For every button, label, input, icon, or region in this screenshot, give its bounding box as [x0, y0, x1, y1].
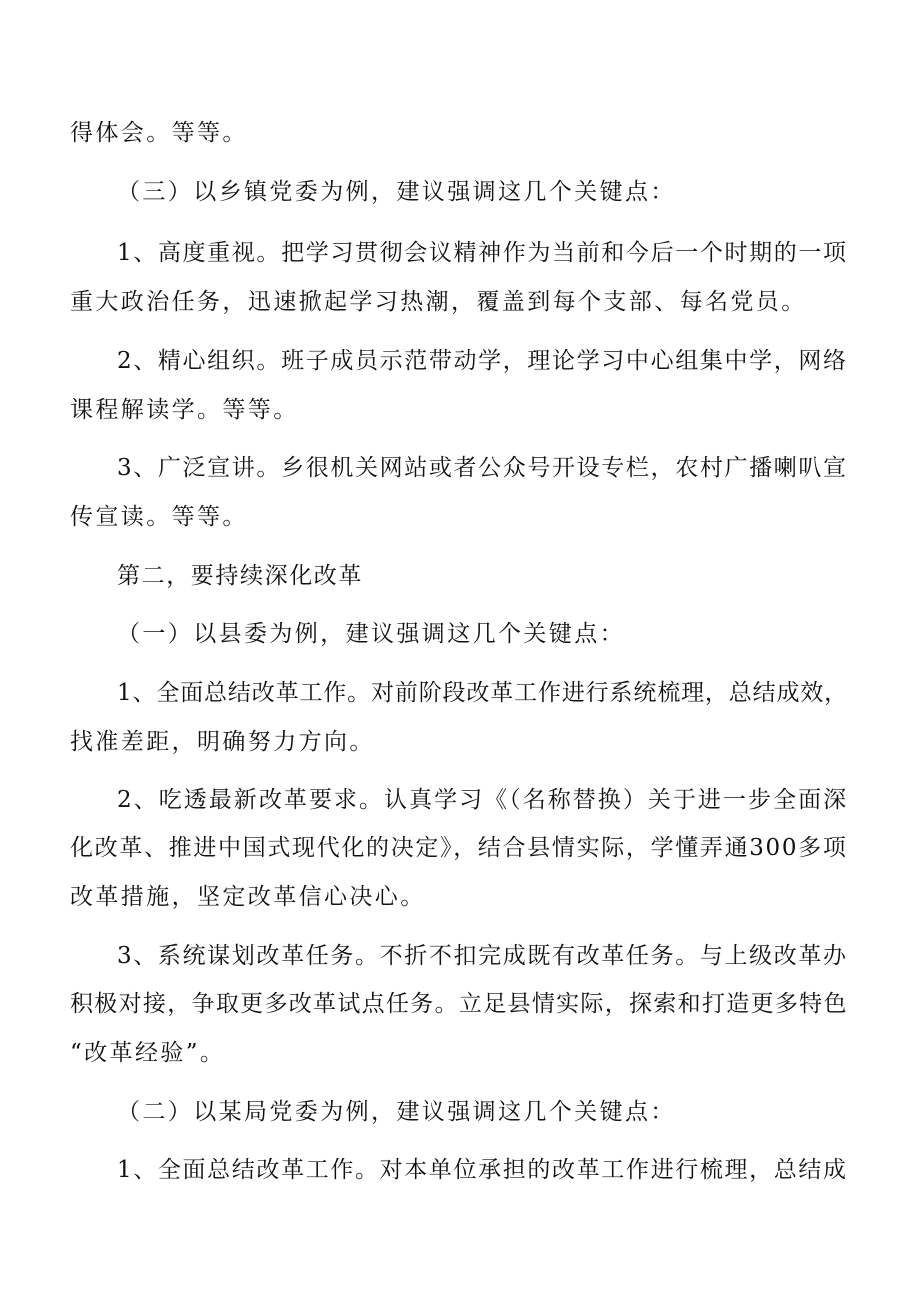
- text-line: 传宣读。等等。: [70, 504, 248, 530]
- text-line: 3、系统谋划改革任务。不折不扣完成既有改革任务。与上级改革办: [117, 943, 848, 969]
- text-line: 化改革、推进中国式现代化的决定》，结合县情实际，学懂弄通300多项: [70, 835, 848, 861]
- text-line: 改革措施，坚定改革信心决心。: [70, 884, 426, 910]
- text-line: 重大政治任务，迅速掀起学习热潮，覆盖到每个支部、每名党员。: [70, 289, 807, 315]
- text-line: 找准差距，明确努力方向。: [70, 729, 375, 755]
- text-line: 2、吃透最新改革要求。认真学习《（名称替换）关于进一步全面深: [117, 787, 849, 813]
- subsection-heading: （二）以某局党委为例，建议强调这几个关键点：: [117, 1099, 676, 1125]
- text-line: 1、高度重视。把学习贯彻会议精神作为当前和今后一个时期的一项: [117, 240, 848, 266]
- text-line: 得体会。等等。: [70, 120, 248, 146]
- subsection-heading: （一）以县委为例，建议强调这几个关键点：: [117, 621, 625, 647]
- text-line: 1、全面总结改革工作。对前阶段改革工作进行系统梳理，总结成效，: [117, 680, 849, 706]
- text-line: 3、广泛宣讲。乡很机关网站或者公众号开设专栏，农村广播喇叭宣: [117, 455, 848, 481]
- text-line: “改革经验”。: [70, 1040, 226, 1066]
- section-heading: 第二，要持续深化改革: [117, 563, 363, 589]
- subsection-heading: （三）以乡镇党委为例，建议强调这几个关键点：: [117, 179, 676, 205]
- text-line: 积极对接，争取更多改革试点任务。立足县情实际，探索和打造更多特色: [70, 991, 848, 1017]
- text-line: 课程解读学。等等。: [70, 397, 299, 423]
- text-line: 2、精心组织。班子成员示范带动学，理论学习中心组集中学，网络: [117, 348, 848, 374]
- text-line: 1、全面总结改革工作。对本单位承担的改革工作进行梳理，总结成: [117, 1157, 848, 1183]
